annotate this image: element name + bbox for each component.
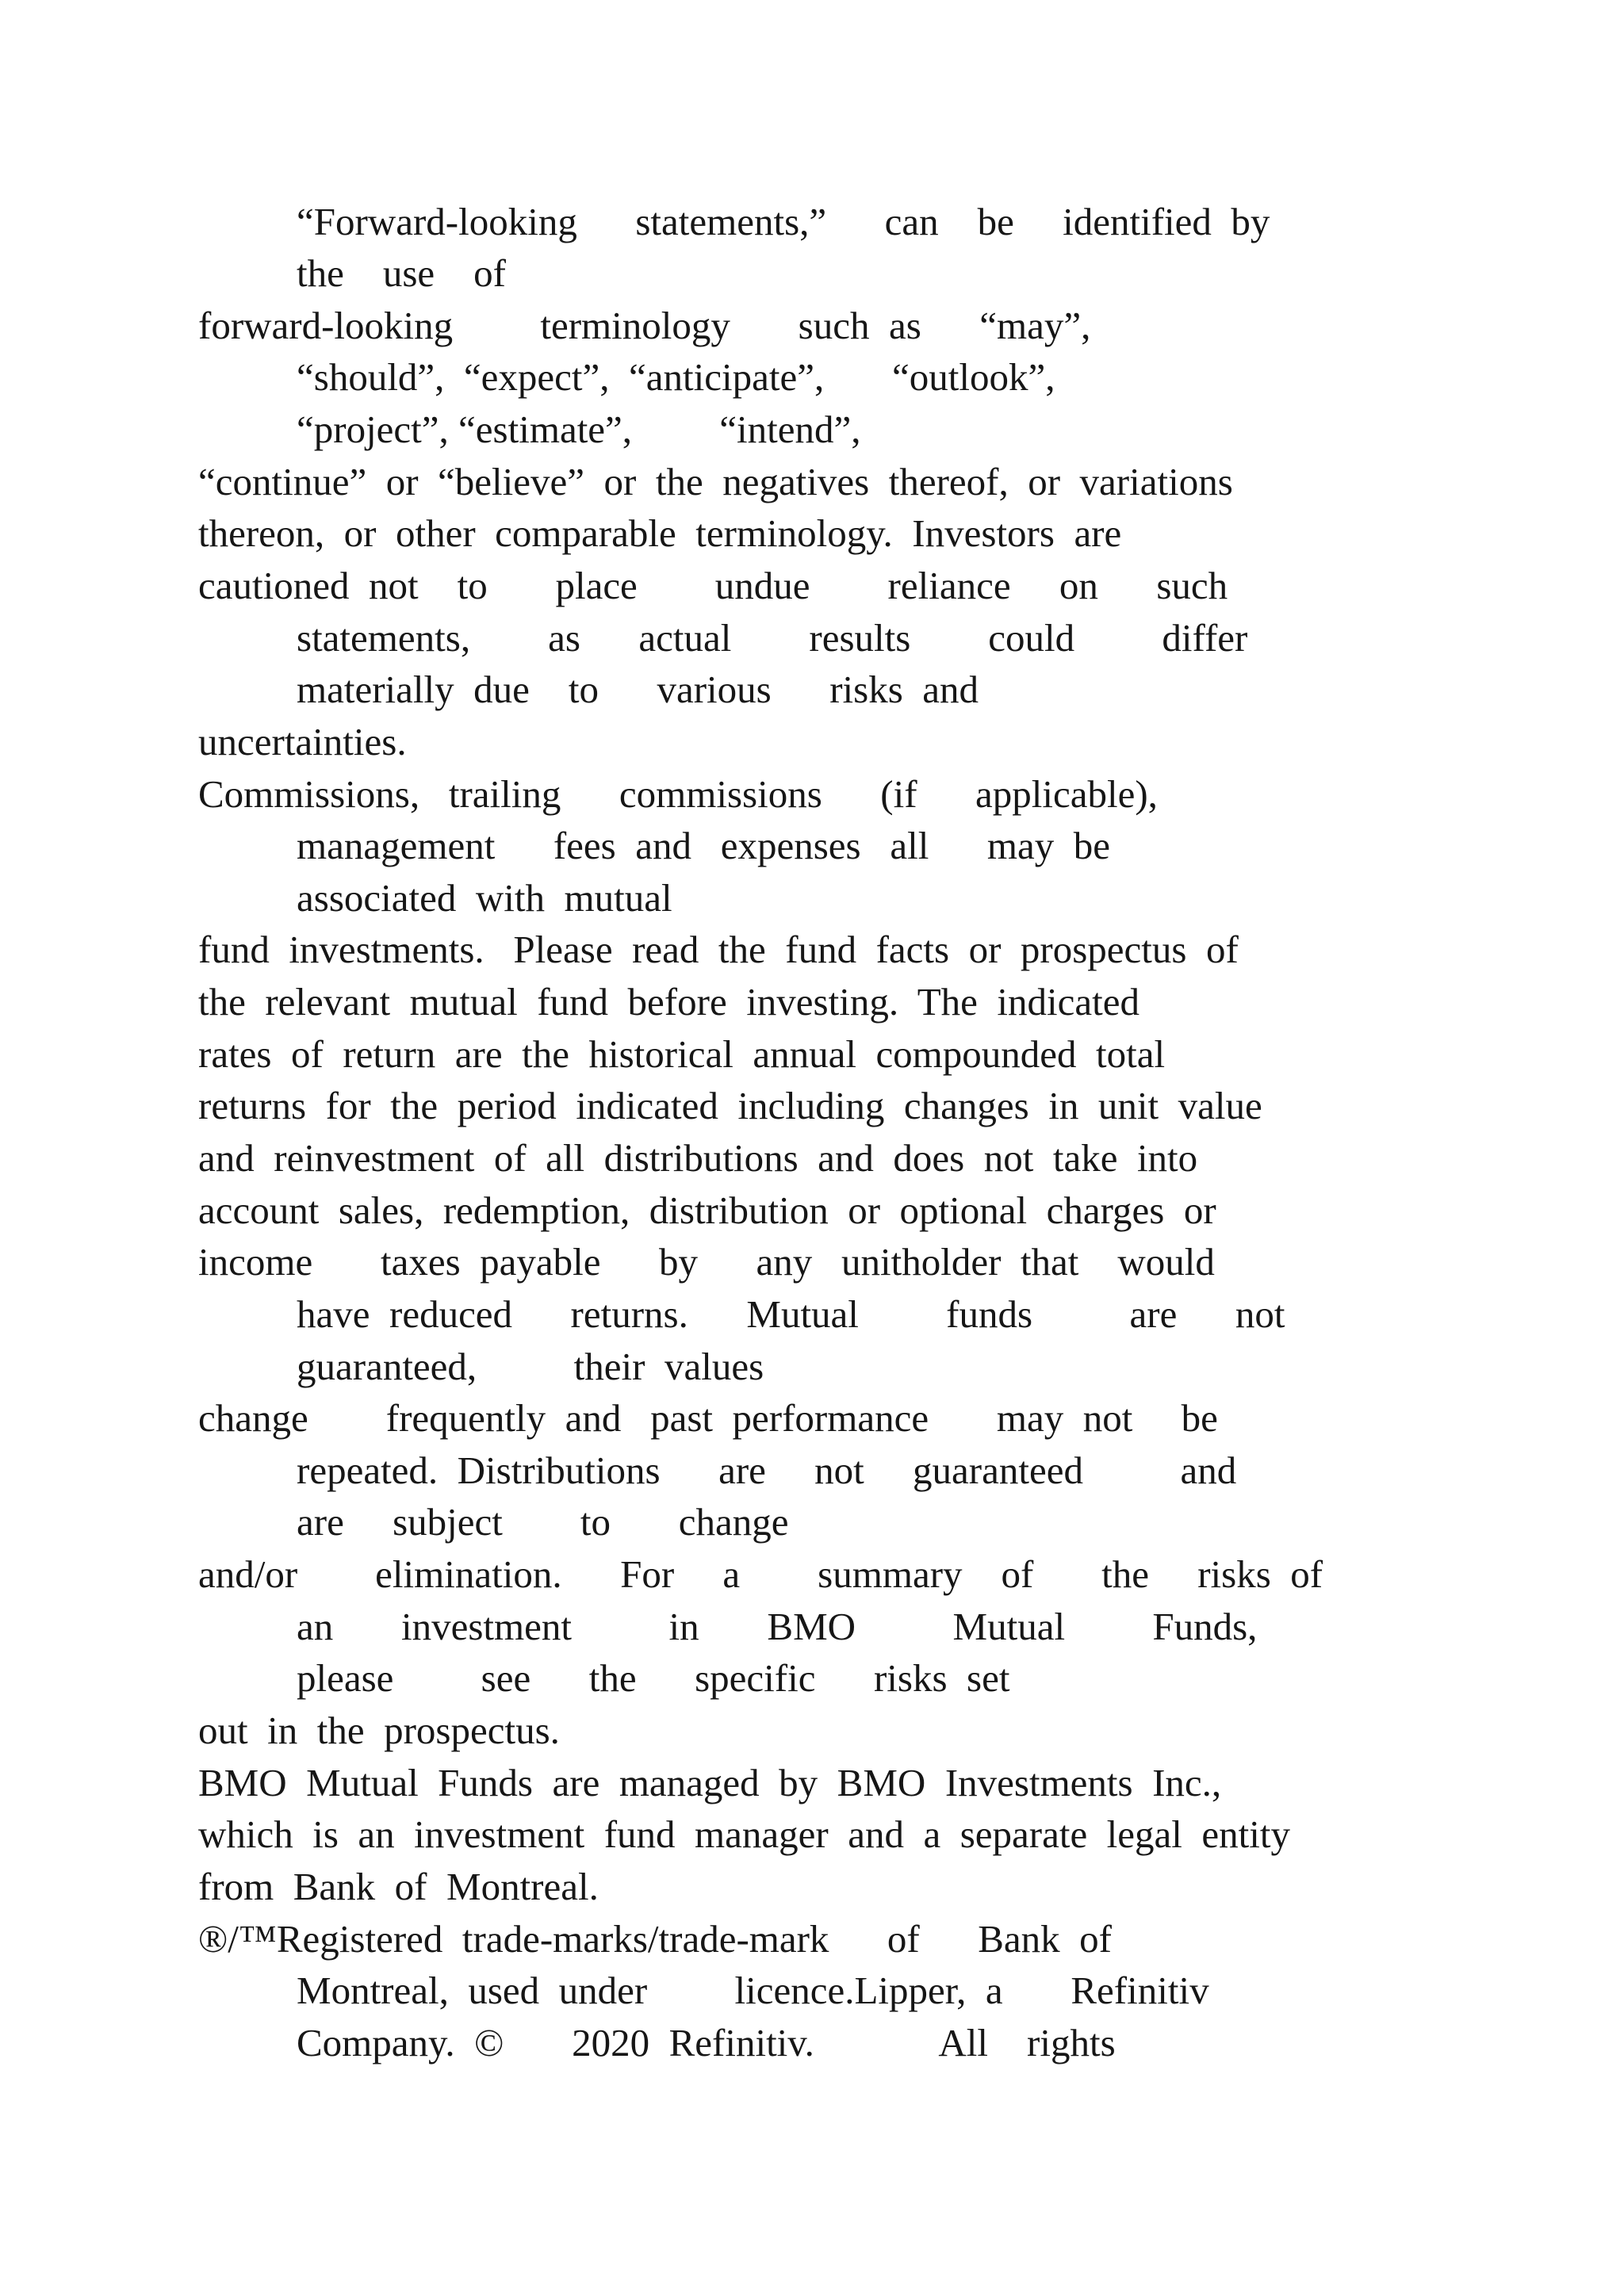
text-line: fund investments. Please read the fund facts or prospectus of — [198, 928, 1239, 971]
text-line: returns for the period indicated including changes in unit value — [198, 1084, 1262, 1127]
text-line: “continue” or “believe” or the negatives thereof, or variations — [198, 460, 1233, 503]
text-line: please see the specific risks set — [297, 1656, 1010, 1700]
text-line: ®/™Registered trade-marks/trade-mark of Bank of — [198, 1917, 1113, 1961]
text-line: and reinvestment of all distributions and does not take into — [198, 1136, 1198, 1180]
text-line: statements, as actual results could differ — [297, 616, 1248, 660]
text-line: associated with mutual — [297, 876, 672, 920]
text-line: management fees and expenses all may be — [297, 824, 1110, 867]
text-line: thereon, or other comparable terminology. Investors are — [198, 511, 1122, 555]
text-line: BMO Mutual Funds are managed by BMO Investments Inc., — [198, 1761, 1222, 1804]
text-line: the relevant mutual fund before investing. The indicated — [198, 980, 1139, 1024]
text-line: materially due to various risks and — [297, 668, 979, 711]
text-line: and/or elimination. For a summary of the risks of — [198, 1552, 1323, 1596]
text-line: forward-looking terminology such as “may”, — [198, 304, 1091, 347]
text-line: cautioned not to place undue reliance on such — [198, 564, 1228, 607]
text-line: have reduced returns. Mutual funds are not — [297, 1292, 1285, 1336]
text-line: uncertainties. — [198, 720, 407, 763]
text-line: account sales, redemption, distribution or optional charges or — [198, 1188, 1216, 1232]
text-line: rates of return are the historical annual compounded total — [198, 1032, 1166, 1076]
text-line: “Forward-looking statements,” can be identified by — [297, 200, 1270, 243]
text-line: guaranteed, their values — [297, 1345, 764, 1388]
text-line: are subject to change — [297, 1500, 789, 1544]
text-line: which is an investment fund manager and a separate legal entity — [198, 1812, 1291, 1856]
text-line: Montreal, used under licence.Lipper, a Refinitiv — [297, 1969, 1209, 2012]
text-line: from Bank of Montreal. — [198, 1865, 599, 1908]
text-line: repeated. Distributions are not guaranteed and — [297, 1448, 1237, 1492]
text-line: Commissions, trailing commissions (if applicable), — [198, 772, 1158, 816]
text-line: an investment in BMO Mutual Funds, — [297, 1605, 1258, 1648]
text-line: the use of — [297, 251, 506, 295]
text-line: out in the prospectus. — [198, 1709, 560, 1752]
text-line: “project”, “estimate”, “intend”, — [297, 408, 861, 451]
text-line: “should”, “expect”, “anticipate”, “outlook”, — [297, 355, 1055, 399]
text-line: change frequently and past performance may not be — [198, 1396, 1218, 1440]
text-line: Company. © 2020 Refinitiv. All rights — [297, 2021, 1116, 2064]
text-line: income taxes payable by any unitholder that would — [198, 1240, 1215, 1284]
